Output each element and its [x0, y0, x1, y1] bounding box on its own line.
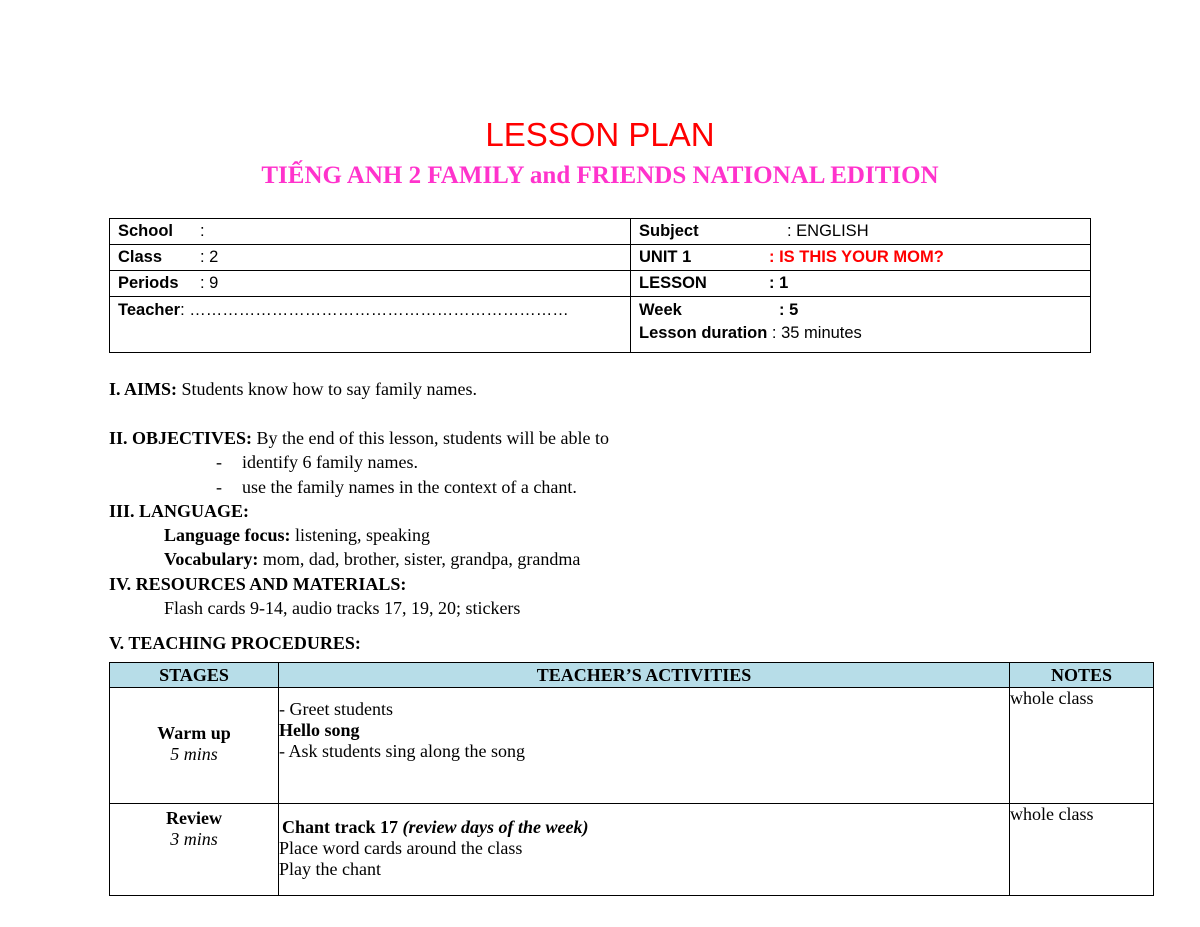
activities-cell [279, 804, 1010, 896]
info-row-class [110, 245, 1091, 271]
school-value: : [200, 222, 205, 240]
bullet-dash: - [216, 452, 222, 472]
table-row [110, 804, 1154, 896]
periods-cell [110, 271, 631, 297]
focus-label: Language focus: [164, 525, 291, 545]
school-label: School [118, 222, 174, 240]
teacher-value: : …………………………………………………………… [180, 301, 569, 319]
teacher-label: Teacher [118, 301, 181, 319]
activity-title-text: Chant track 17 [282, 817, 403, 837]
subject-value: : ENGLISH [787, 222, 869, 240]
info-row-periods [110, 271, 1091, 297]
periods-value: : 9 [200, 274, 219, 292]
activity-line: Hello song [279, 720, 360, 740]
lesson-info-table [109, 218, 1091, 353]
procedures-heading: V. TEACHING PROCEDURES: [109, 633, 361, 653]
unit-label: UNIT 1 [639, 248, 692, 266]
stage-cell [110, 804, 279, 896]
duration-value: : 35 minutes [767, 324, 862, 342]
objective-text: identify 6 family names. [242, 452, 418, 472]
vocab-text: mom, dad, brother, sister, grandpa, grandma [258, 549, 581, 569]
unit-cell [631, 245, 1091, 271]
aims-heading: I. AIMS: [109, 379, 178, 399]
vocabulary-line [164, 549, 580, 570]
notes-cell: whole class [1010, 804, 1154, 896]
activity-title [279, 817, 1009, 838]
stage-name: Warm up [157, 723, 231, 743]
unit-value: : IS THIS YOUR MOM? [769, 248, 944, 266]
objective-item [216, 477, 577, 498]
lesson-value: : 1 [769, 274, 789, 292]
page-subtitle: TIẾNG ANH 2 FAMILY and FRIENDS NATIONAL EDITION [261, 162, 939, 189]
activity-line: Play the chant [279, 859, 381, 879]
stage-name: Review [166, 808, 222, 828]
procedures-header-row [110, 663, 1154, 688]
subject-cell [631, 219, 1091, 245]
school-cell [110, 219, 631, 245]
language-focus-line [164, 525, 430, 546]
activity-title-note: (review days of the week) [402, 817, 589, 837]
vocab-label: Vocabulary: [164, 549, 259, 569]
activity-line: Place word cards around the class [279, 838, 523, 858]
activity-line: - Ask students sing along the song [279, 741, 525, 761]
header-notes: NOTES [1010, 663, 1154, 688]
subject-label: Subject [639, 222, 699, 240]
stage-time: 5 mins [170, 744, 218, 764]
week-label: Week [639, 301, 682, 319]
notes-cell: whole class [1010, 688, 1154, 804]
header-stages: STAGES [110, 663, 279, 688]
focus-text: listening, speaking [290, 525, 430, 545]
objectives-text: By the end of this lesson, students will be able to [252, 428, 610, 448]
lesson-label: LESSON [639, 274, 707, 292]
info-row-teacher [110, 297, 1091, 353]
language-heading: III. LANGUAGE: [109, 501, 250, 521]
aims-line [109, 379, 477, 400]
objectives-heading: II. OBJECTIVES: [109, 428, 253, 448]
objective-item [216, 452, 418, 473]
week-value: : 5 [779, 301, 799, 319]
objective-text: use the family names in the context of a chant. [242, 477, 577, 497]
stage-time: 3 mins [170, 829, 218, 849]
resources-text: Flash cards 9-14, audio tracks 17, 19, 20; stickers [164, 598, 521, 618]
page-title: LESSON PLAN [485, 116, 715, 153]
stage-cell [110, 688, 279, 804]
activities-cell [279, 688, 1010, 804]
class-value: : 2 [200, 248, 219, 266]
bullet-dash: - [216, 477, 222, 497]
resources-heading: IV. RESOURCES AND MATERIALS: [109, 574, 407, 594]
periods-label: Periods [118, 274, 179, 292]
activity-line: - Greet students [279, 699, 393, 719]
header-activities: TEACHER’S ACTIVITIES [279, 663, 1010, 688]
duration-label: Lesson duration [639, 324, 768, 342]
table-row [110, 688, 1154, 804]
week-duration-cell [631, 297, 1091, 353]
aims-text: Students know how to say family names. [177, 379, 477, 399]
info-row-school [110, 219, 1091, 245]
procedures-table [109, 662, 1154, 896]
objectives-line [109, 428, 609, 449]
class-label: Class [118, 248, 163, 266]
lesson-cell [631, 271, 1091, 297]
teacher-cell [110, 297, 631, 353]
class-cell [110, 245, 631, 271]
